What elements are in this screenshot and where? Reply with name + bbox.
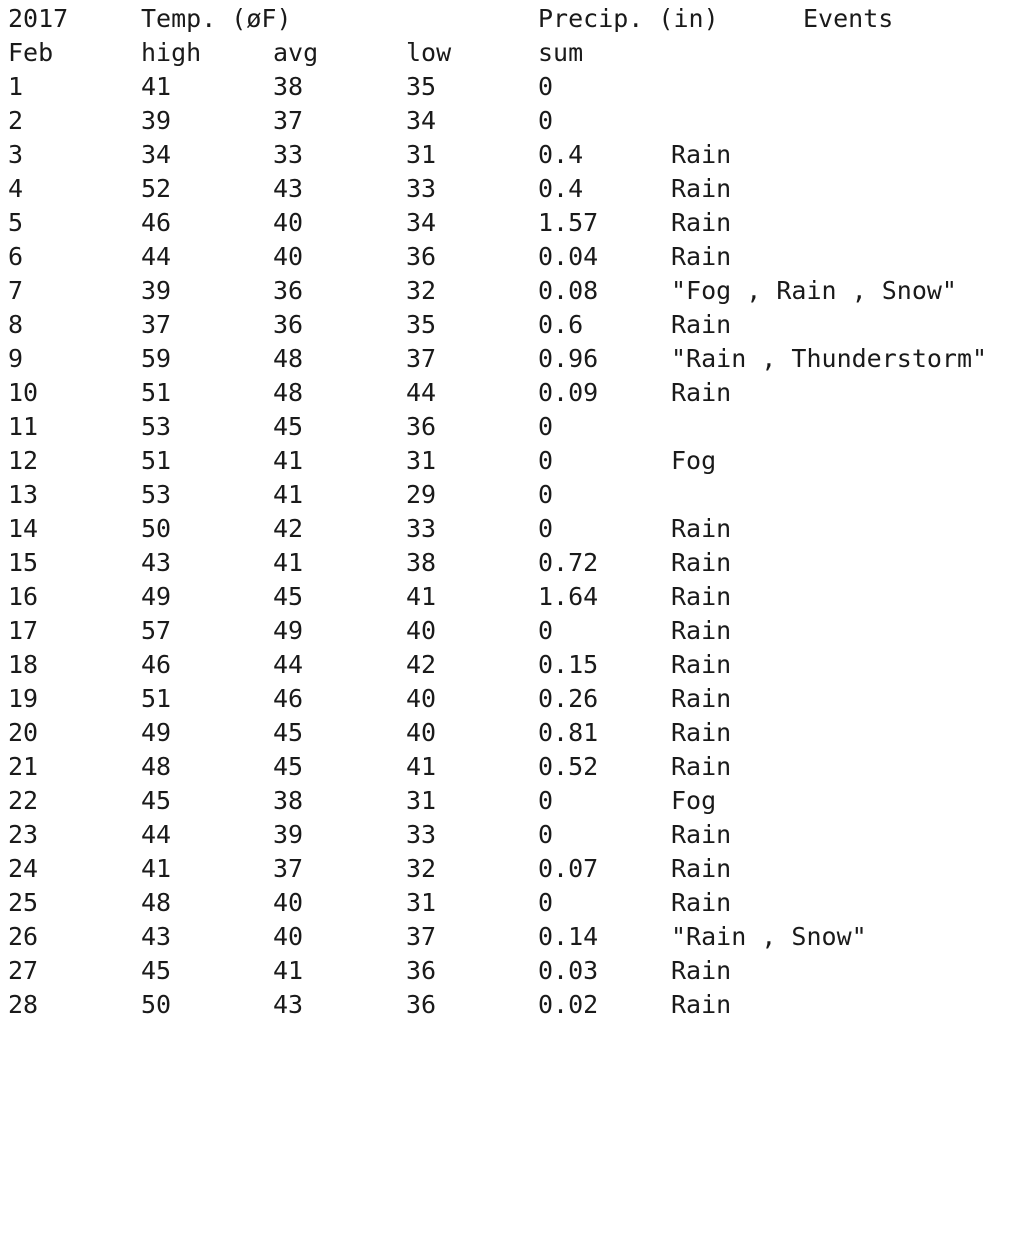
- day-cell: 23: [8, 820, 39, 849]
- avg-cell: 41: [273, 446, 304, 475]
- high-cell: 46: [141, 650, 172, 679]
- day-cell: 21: [8, 752, 39, 781]
- day-cell: 16: [8, 582, 39, 611]
- avg-cell: 33: [273, 140, 304, 169]
- day-cell: 20: [8, 718, 39, 747]
- avg-cell: 48: [273, 344, 304, 373]
- table-row: [0, 138, 1024, 172]
- table-row: [0, 444, 1024, 478]
- table-row: [0, 104, 1024, 138]
- avg-cell: 41: [273, 956, 304, 985]
- day-cell: 14: [8, 514, 39, 543]
- events-cell: Rain: [671, 548, 732, 577]
- avg-cell: 37: [273, 854, 304, 883]
- month-label: Feb: [8, 38, 54, 67]
- events-cell: Rain: [671, 854, 732, 883]
- table-row: [0, 308, 1024, 342]
- sum-cell: 0: [538, 820, 554, 849]
- temp-group-header: Temp. (øF): [141, 4, 292, 33]
- sum-cell: 0: [538, 514, 554, 543]
- table-row: [0, 376, 1024, 410]
- events-cell: Rain: [671, 310, 732, 339]
- avg-cell: 40: [273, 922, 304, 951]
- low-cell: 32: [406, 276, 437, 305]
- avg-cell: 45: [273, 582, 304, 611]
- day-cell: 25: [8, 888, 39, 917]
- high-cell: 45: [141, 956, 172, 985]
- day-cell: 13: [8, 480, 39, 509]
- avg-cell: 40: [273, 242, 304, 271]
- day-cell: 6: [8, 242, 24, 271]
- low-cell: 36: [406, 990, 437, 1019]
- sum-cell: 0: [538, 72, 554, 101]
- year-label: 2017: [8, 4, 69, 33]
- table-row: [0, 818, 1024, 852]
- day-cell: 15: [8, 548, 39, 577]
- table-row: [0, 580, 1024, 614]
- low-cell: 41: [406, 582, 437, 611]
- avg-cell: 36: [273, 310, 304, 339]
- day-cell: 18: [8, 650, 39, 679]
- events-cell: Rain: [671, 582, 732, 611]
- low-cell: 32: [406, 854, 437, 883]
- avg-cell: 45: [273, 412, 304, 441]
- high-cell: 44: [141, 820, 172, 849]
- events-cell: Rain: [671, 990, 732, 1019]
- high-cell: 51: [141, 684, 172, 713]
- header-row-1: [0, 2, 1024, 36]
- table-row: [0, 410, 1024, 444]
- sum-cell: 0: [538, 480, 554, 509]
- day-cell: 5: [8, 208, 24, 237]
- sum-cell: 0: [538, 446, 554, 475]
- table-row: [0, 614, 1024, 648]
- low-cell: 31: [406, 888, 437, 917]
- table-row: [0, 988, 1024, 1022]
- low-cell: 33: [406, 174, 437, 203]
- table-row: [0, 172, 1024, 206]
- avg-cell: 49: [273, 616, 304, 645]
- day-cell: 22: [8, 786, 39, 815]
- low-cell: 36: [406, 242, 437, 271]
- high-header: high: [141, 38, 202, 67]
- high-cell: 45: [141, 786, 172, 815]
- precip-group-header: Precip. (in): [538, 4, 719, 33]
- events-cell: Rain: [671, 514, 732, 543]
- table-row: [0, 478, 1024, 512]
- events-cell: Rain: [671, 820, 732, 849]
- sum-cell: 0.08: [538, 276, 599, 305]
- avg-cell: 42: [273, 514, 304, 543]
- low-cell: 35: [406, 310, 437, 339]
- high-cell: 34: [141, 140, 172, 169]
- low-cell: 34: [406, 208, 437, 237]
- avg-cell: 43: [273, 174, 304, 203]
- events-cell: Rain: [671, 378, 732, 407]
- table-row: [0, 954, 1024, 988]
- table-row: [0, 750, 1024, 784]
- high-cell: 50: [141, 990, 172, 1019]
- day-cell: 10: [8, 378, 39, 407]
- sum-cell: 0.02: [538, 990, 599, 1019]
- table-row: [0, 546, 1024, 580]
- sum-cell: 0.72: [538, 548, 599, 577]
- avg-cell: 38: [273, 786, 304, 815]
- table-row: [0, 682, 1024, 716]
- low-cell: 40: [406, 616, 437, 645]
- table-row: [0, 852, 1024, 886]
- high-cell: 41: [141, 72, 172, 101]
- sum-cell: 1.57: [538, 208, 599, 237]
- sum-cell: 0.26: [538, 684, 599, 713]
- table-row: [0, 648, 1024, 682]
- high-cell: 46: [141, 208, 172, 237]
- day-cell: 28: [8, 990, 39, 1019]
- low-cell: 36: [406, 956, 437, 985]
- events-cell: "Fog , Rain , Snow": [671, 276, 957, 305]
- events-cell: "Rain , Snow": [671, 922, 867, 951]
- high-cell: 53: [141, 412, 172, 441]
- low-cell: 38: [406, 548, 437, 577]
- low-cell: 31: [406, 140, 437, 169]
- low-cell: 34: [406, 106, 437, 135]
- sum-cell: 0.04: [538, 242, 599, 271]
- low-cell: 33: [406, 820, 437, 849]
- avg-cell: 40: [273, 208, 304, 237]
- day-cell: 12: [8, 446, 39, 475]
- table-row: [0, 70, 1024, 104]
- sum-cell: 0: [538, 616, 554, 645]
- sum-cell: 0: [538, 786, 554, 815]
- sum-cell: 0.6: [538, 310, 584, 339]
- avg-cell: 46: [273, 684, 304, 713]
- high-cell: 49: [141, 582, 172, 611]
- events-cell: Rain: [671, 140, 732, 169]
- low-cell: 29: [406, 480, 437, 509]
- avg-header: avg: [273, 38, 319, 67]
- low-cell: 37: [406, 922, 437, 951]
- high-cell: 50: [141, 514, 172, 543]
- high-cell: 59: [141, 344, 172, 373]
- low-cell: 31: [406, 446, 437, 475]
- sum-cell: 0.81: [538, 718, 599, 747]
- avg-cell: 41: [273, 480, 304, 509]
- day-cell: 4: [8, 174, 24, 203]
- day-cell: 24: [8, 854, 39, 883]
- events-cell: Rain: [671, 242, 732, 271]
- table-row: [0, 206, 1024, 240]
- high-cell: 57: [141, 616, 172, 645]
- events-cell: Fog: [671, 446, 717, 475]
- day-cell: 7: [8, 276, 24, 305]
- sum-cell: 0.09: [538, 378, 599, 407]
- high-cell: 52: [141, 174, 172, 203]
- low-cell: 35: [406, 72, 437, 101]
- sum-cell: 0.4: [538, 140, 584, 169]
- sum-cell: 0.14: [538, 922, 599, 951]
- high-cell: 43: [141, 548, 172, 577]
- table-row: [0, 784, 1024, 818]
- sum-cell: 1.64: [538, 582, 599, 611]
- table-row: [0, 920, 1024, 954]
- sum-cell: 0: [538, 106, 554, 135]
- day-cell: 1: [8, 72, 24, 101]
- header-row-2: [0, 36, 1024, 70]
- high-cell: 37: [141, 310, 172, 339]
- avg-cell: 44: [273, 650, 304, 679]
- sum-cell: 0.03: [538, 956, 599, 985]
- high-cell: 51: [141, 446, 172, 475]
- day-cell: 17: [8, 616, 39, 645]
- events-header: Events: [803, 4, 894, 33]
- avg-cell: 36: [273, 276, 304, 305]
- events-cell: Rain: [671, 650, 732, 679]
- low-cell: 40: [406, 718, 437, 747]
- events-cell: Rain: [671, 752, 732, 781]
- avg-cell: 39: [273, 820, 304, 849]
- day-cell: 27: [8, 956, 39, 985]
- sum-cell: 0.4: [538, 174, 584, 203]
- high-cell: 48: [141, 888, 172, 917]
- events-cell: Rain: [671, 888, 732, 917]
- high-cell: 51: [141, 378, 172, 407]
- day-cell: 3: [8, 140, 24, 169]
- events-cell: Rain: [671, 174, 732, 203]
- sum-cell: 0: [538, 412, 554, 441]
- low-cell: 42: [406, 650, 437, 679]
- high-cell: 49: [141, 718, 172, 747]
- events-cell: Fog: [671, 786, 717, 815]
- avg-cell: 45: [273, 752, 304, 781]
- low-cell: 44: [406, 378, 437, 407]
- high-cell: 48: [141, 752, 172, 781]
- sum-cell: 0.52: [538, 752, 599, 781]
- avg-cell: 38: [273, 72, 304, 101]
- sum-cell: 0.96: [538, 344, 599, 373]
- events-cell: Rain: [671, 718, 732, 747]
- high-cell: 39: [141, 106, 172, 135]
- day-cell: 19: [8, 684, 39, 713]
- avg-cell: 43: [273, 990, 304, 1019]
- avg-cell: 37: [273, 106, 304, 135]
- avg-cell: 41: [273, 548, 304, 577]
- events-cell: Rain: [671, 956, 732, 985]
- day-cell: 9: [8, 344, 24, 373]
- table-row: [0, 886, 1024, 920]
- events-cell: Rain: [671, 684, 732, 713]
- table-row: [0, 274, 1024, 308]
- high-cell: 41: [141, 854, 172, 883]
- high-cell: 43: [141, 922, 172, 951]
- sum-cell: 0.07: [538, 854, 599, 883]
- events-cell: "Rain , Thunderstorm": [671, 344, 988, 373]
- low-cell: 41: [406, 752, 437, 781]
- high-cell: 53: [141, 480, 172, 509]
- table-row: [0, 716, 1024, 750]
- sum-header: sum: [538, 38, 584, 67]
- day-cell: 11: [8, 412, 39, 441]
- low-cell: 31: [406, 786, 437, 815]
- avg-cell: 45: [273, 718, 304, 747]
- table-row: [0, 240, 1024, 274]
- avg-cell: 48: [273, 378, 304, 407]
- avg-cell: 40: [273, 888, 304, 917]
- table-row: [0, 512, 1024, 546]
- low-header: low: [406, 38, 452, 67]
- low-cell: 40: [406, 684, 437, 713]
- high-cell: 44: [141, 242, 172, 271]
- day-cell: 8: [8, 310, 24, 339]
- sum-cell: 0: [538, 888, 554, 917]
- low-cell: 36: [406, 412, 437, 441]
- day-cell: 2: [8, 106, 24, 135]
- high-cell: 39: [141, 276, 172, 305]
- events-cell: Rain: [671, 616, 732, 645]
- table-row: [0, 342, 1024, 376]
- sum-cell: 0.15: [538, 650, 599, 679]
- low-cell: 37: [406, 344, 437, 373]
- low-cell: 33: [406, 514, 437, 543]
- events-cell: Rain: [671, 208, 732, 237]
- day-cell: 26: [8, 922, 39, 951]
